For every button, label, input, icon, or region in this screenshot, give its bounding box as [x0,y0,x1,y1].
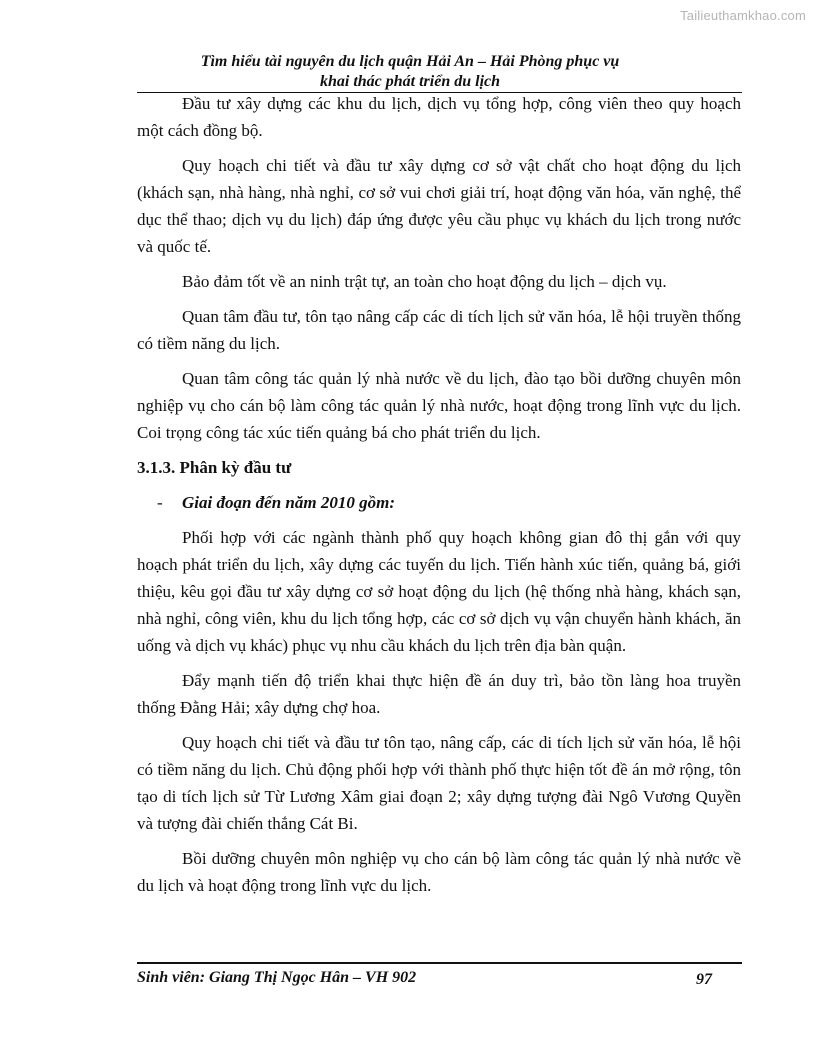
list-dash: - [157,493,163,512]
footer-student: Sinh viên: Giang Thị Ngọc Hân – VH 902 [137,969,417,986]
paragraph-1: Đầu tư xây dựng các khu du lịch, dịch vụ tổng hợp, công viên theo quy hoạch một cách đồng bộ. [137,94,741,140]
paragraph-9: Bồi dưỡng chuyên môn nghiệp vụ cho cán bộ làm công tác quản lý nhà nước về du lịch và hoạt động trong lĩnh vực du lịch. [137,849,741,895]
paragraph-3: Bảo đảm tốt về an ninh trật tự, an toàn cho hoạt động du lịch – dịch vụ. [182,272,667,291]
subheading [137,489,741,516]
paragraph-6: Phối hợp với các ngành thành phố quy hoạch không gian đô thị gắn với quy hoạch phát triển du lịch, xây dựng các tuyến du lịch. Tiến hành xúc tiến, quảng bá, giới thiệu, kêu gọi đầu tư xây dựng cơ sở hoạt động du lịch (hệ thống nhà hàng, khách sạn, nhà nghỉ, công viên, khu du lịch tổng hợp, các cơ sở dịch vụ vận chuyển hành khách, ăn uống và dịch vụ khác) phục vụ nhu cầu khách du lịch trên địa bàn quận. [137,528,741,655]
page-number: 97 [696,971,712,988]
document-body [137,90,741,907]
footer-divider [137,962,742,964]
page-header-title [120,52,700,92]
header-title-line2: khai thác phát triển du lịch [319,73,501,90]
subheading-text: Giai đoạn đến năm 2010 gồm: [182,493,395,512]
paragraph-5: Quan tâm công tác quản lý nhà nước về du lịch, đào tạo bồi dưỡng chuyên môn nghiệp vụ cho cán bộ làm công tác quản lý nhà nước, hoạt động trong lĩnh vực du lịch. Coi trọng công tác xúc tiến quảng bá cho phát triển du lịch. [137,369,741,442]
paragraph-7: Đẩy mạnh tiến độ triển khai thực hiện đề án duy trì, bảo tồn làng hoa truyền thống Đằng Hải; xây dựng chợ hoa. [137,671,741,717]
section-heading: 3.1.3. Phân kỳ đầu tư [137,458,292,477]
header-title-line1: Tìm hiểu tài nguyên du lịch quận Hải An – Hải Phòng phục vụ [200,53,620,70]
watermark: Tailieuthamkhao.com [680,8,806,23]
paragraph-2: Quy hoạch chi tiết và đầu tư xây dựng cơ sở vật chất cho hoạt động du lịch (khách sạn, nhà hàng, nhà nghỉ, cơ sở vui chơi giải trí, hoạt động văn hóa, văn nghệ, thể dục thể thao; dịch vụ du lịch) đáp ứng được yêu cầu phục vụ khách du lịch trong nước và quốc tế. [137,156,741,256]
paragraph-4: Quan tâm đầu tư, tôn tạo nâng cấp các di tích lịch sử văn hóa, lễ hội truyền thống có tiềm năng du lịch. [137,307,741,353]
paragraph-8: Quy hoạch chi tiết và đầu tư tôn tạo, nâng cấp, các di tích lịch sử văn hóa, lễ hội có tiềm năng du lịch. Chủ động phối hợp với thành phố thực hiện tốt đề án mở rộng, tôn tạo di tích lịch sử Từ Lương Xâm giai đoạn 2; xây dựng tượng đài Ngô Vương Quyền và tượng đài chiến thắng Cát Bi. [137,733,741,833]
